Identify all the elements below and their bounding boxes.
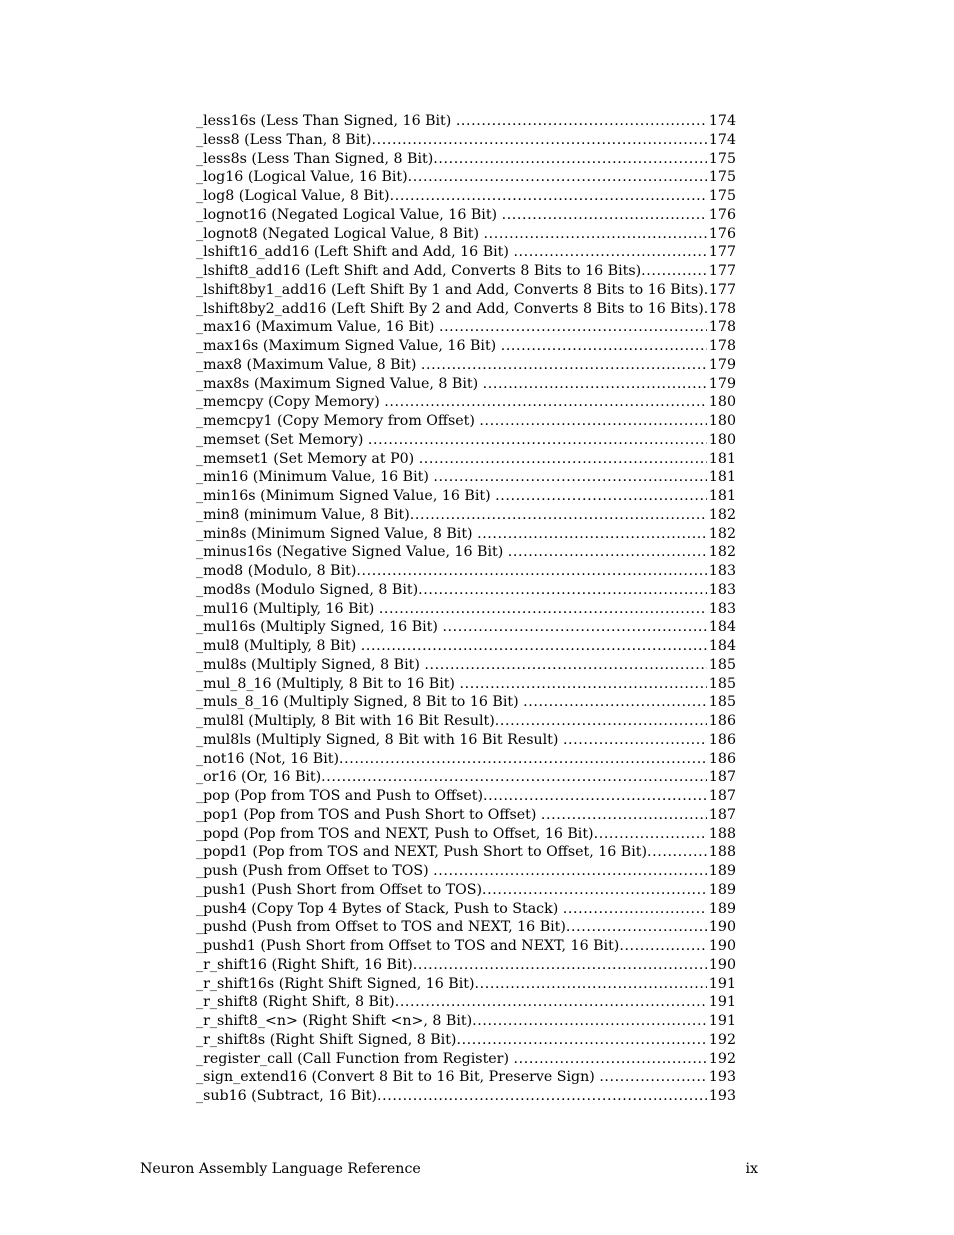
toc-entry-page-number: 181 (708, 488, 736, 504)
toc-entry-title: _pop1 (Pop from TOS and Push Short to Offset) (196, 806, 541, 823)
toc-entry[interactable] (196, 225, 736, 244)
toc-entry-page-number: 175 (708, 188, 736, 204)
toc-entry-page-number: 187 (708, 806, 736, 823)
toc-entry[interactable] (196, 975, 736, 994)
toc-entry-title: _lshift8by2_add16 (Left Shift By 2 and Add, Converts 8 Bits to 16 Bits) (196, 300, 704, 317)
toc-entry-title: _lognot16 (Negated Logical Value, 16 Bit) (196, 206, 502, 223)
toc-entry-title: _less8s (Less Than Signed, 8 Bit) (196, 150, 434, 167)
toc-entry-title: _memcpy (Copy Memory) (196, 394, 385, 411)
toc-entry[interactable] (196, 1050, 736, 1069)
toc-entry-title: _memcpy1 (Copy Memory from Offset) (196, 413, 480, 429)
toc-dot-leader (456, 112, 707, 131)
toc-entry-title: _mul8s (Multiply Signed, 8 Bit) (196, 656, 425, 673)
toc-entry-page-number: 179 (708, 356, 736, 373)
page-footer (140, 1160, 758, 1178)
toc-dot-leader (479, 412, 706, 431)
toc-entry[interactable] (196, 450, 736, 469)
toc-entry[interactable] (196, 768, 736, 787)
toc-entry[interactable] (196, 356, 736, 375)
toc-entry-title: _popd (Pop from TOS and NEXT, Push to Offset, 16 Bit) (196, 825, 594, 842)
toc-dot-leader (541, 806, 707, 825)
table-of-contents (196, 112, 736, 1106)
toc-entry[interactable] (196, 675, 736, 694)
toc-dot-leader (495, 487, 707, 506)
toc-entry-page-number: 190 (708, 938, 736, 954)
toc-entry-page-number: 176 (708, 225, 736, 242)
toc-entry[interactable] (196, 637, 736, 656)
toc-entry-title: _sub16 (Subtract, 16 Bit) (196, 1088, 378, 1104)
toc-entry[interactable] (196, 900, 736, 919)
toc-dot-leader (641, 262, 707, 281)
footer-document-title: Neuron Assembly Language Reference (140, 1161, 421, 1177)
toc-entry-title: _pushd (Push from Offset to TOS and NEXT, 16 Bit) (196, 919, 566, 936)
toc-dot-leader (599, 1068, 707, 1087)
toc-entry[interactable] (196, 806, 736, 825)
toc-entry-page-number: 187 (708, 788, 736, 804)
toc-entry-title: _min16s (Minimum Signed Value, 16 Bit) (196, 488, 496, 504)
footer-page-number: ix (745, 1161, 758, 1177)
toc-entry-title: _minus16s (Negative Signed Value, 16 Bit) (196, 544, 508, 561)
toc-entry[interactable] (196, 1087, 736, 1106)
toc-entry-title: _mod8 (Modulo, 8 Bit) (196, 563, 357, 579)
toc-entry-page-number: 188 (708, 825, 736, 842)
toc-entry-page-number: 183 (708, 563, 736, 579)
toc-dot-leader (619, 937, 707, 956)
toc-entry-page-number: 182 (708, 525, 736, 542)
toc-entry-page-number: 186 (708, 750, 736, 767)
toc-entry-title: _lshift8by1_add16 (Left Shift By 1 and Add, Converts 8 Bits to 16 Bits) (196, 281, 704, 298)
toc-entry-page-number: 185 (708, 656, 736, 673)
toc-dot-leader (408, 168, 707, 187)
toc-dot-leader (418, 581, 707, 600)
toc-entry-page-number: 180 (708, 431, 736, 448)
toc-dot-leader (321, 768, 707, 787)
toc-entry[interactable] (196, 881, 736, 900)
toc-entry[interactable] (196, 468, 736, 487)
toc-entry-title: _max8s (Maximum Signed Value, 8 Bit) (196, 375, 483, 392)
toc-entry-page-number: 184 (708, 619, 736, 636)
toc-entry-title: _r_shift8_<n> (Right Shift <n>, 8 Bit) (196, 1013, 473, 1029)
toc-entry-title: _push (Push from Offset to TOS) (196, 863, 434, 879)
toc-entry-title: _r_shift16s (Right Shift Signed, 16 Bit) (196, 975, 475, 992)
toc-dot-leader (566, 918, 707, 937)
toc-dot-leader (421, 356, 707, 375)
toc-entry-page-number: 174 (708, 131, 736, 148)
toc-entry[interactable] (196, 506, 736, 525)
toc-dot-leader (442, 618, 706, 637)
toc-entry[interactable] (196, 393, 736, 412)
toc-entry-title: _r_shift8s (Right Shift Signed, 8 Bit) (196, 1031, 457, 1048)
toc-dot-leader (356, 562, 707, 581)
toc-entry-page-number: 188 (708, 844, 736, 861)
toc-entry-page-number: 179 (708, 375, 736, 392)
toc-entry-title: _min8 (minimum Value, 8 Bit) (196, 506, 410, 523)
toc-dot-leader (377, 1087, 707, 1106)
toc-entry-page-number: 185 (708, 694, 736, 711)
toc-entry-page-number: 178 (708, 319, 736, 336)
toc-entry-page-number: 190 (708, 956, 736, 973)
toc-entry-title: _mul16s (Multiply Signed, 16 Bit) (196, 619, 443, 636)
toc-entry-title: _memset1 (Set Memory at P0) (196, 450, 419, 467)
toc-dot-leader (484, 225, 707, 244)
toc-entry[interactable] (196, 656, 736, 675)
toc-dot-leader (523, 693, 707, 712)
toc-entry-page-number: 191 (708, 1013, 736, 1029)
toc-entry[interactable] (196, 825, 736, 844)
toc-entry-page-number: 192 (708, 1050, 736, 1067)
toc-entry-page-number: 178 (708, 300, 736, 317)
toc-entry-title: _not16 (Not, 16 Bit) (196, 750, 340, 767)
toc-dot-leader (413, 956, 707, 975)
toc-entry-page-number: 177 (708, 244, 736, 261)
toc-entry-page-number: 181 (708, 469, 736, 486)
toc-dot-leader (433, 150, 707, 169)
toc-entry[interactable] (196, 543, 736, 562)
toc-dot-leader (513, 243, 706, 262)
toc-entry[interactable] (196, 243, 736, 262)
toc-entry[interactable] (196, 318, 736, 337)
toc-entry[interactable] (196, 581, 736, 600)
toc-dot-leader (563, 900, 707, 919)
toc-entry-page-number: 193 (708, 1069, 736, 1086)
toc-dot-leader (433, 468, 707, 487)
toc-entry[interactable] (196, 525, 736, 544)
toc-entry-page-number: 185 (708, 675, 736, 692)
toc-entry[interactable] (196, 150, 736, 169)
toc-entry-title: _mul8 (Multiply, 8 Bit) (196, 638, 361, 654)
toc-entry-page-number: 177 (708, 281, 736, 298)
toc-entry[interactable] (196, 843, 736, 862)
toc-entry[interactable] (196, 937, 736, 956)
toc-entry-page-number: 189 (708, 881, 736, 898)
toc-entry-page-number: 181 (708, 450, 736, 467)
toc-entry-title: _min16 (Minimum Value, 16 Bit) (196, 469, 434, 486)
toc-dot-leader (477, 525, 707, 544)
toc-entry-title: _sign_extend16 (Convert 8 Bit to 16 Bit, Preserve Sign) (196, 1069, 600, 1086)
toc-dot-leader (483, 375, 707, 394)
toc-entry[interactable] (196, 862, 736, 881)
toc-entry-title: _lognot8 (Negated Logical Value, 8 Bit) (196, 225, 484, 242)
toc-entry[interactable] (196, 300, 736, 319)
toc-entry-page-number: 186 (708, 713, 736, 729)
toc-entry-page-number: 176 (708, 206, 736, 223)
toc-entry-page-number: 175 (708, 169, 736, 186)
toc-entry[interactable] (196, 262, 736, 281)
toc-entry-page-number: 184 (708, 638, 736, 654)
toc-dot-leader (361, 637, 707, 656)
toc-entry-title: _mul16 (Multiply, 16 Bit) (196, 600, 379, 617)
toc-dot-leader (368, 431, 707, 450)
toc-entry[interactable] (196, 750, 736, 769)
toc-entry[interactable] (196, 731, 736, 750)
toc-entry-page-number: 180 (708, 413, 736, 429)
toc-entry-page-number: 183 (708, 581, 736, 598)
toc-entry-page-number: 175 (708, 150, 736, 167)
toc-entry[interactable] (196, 412, 736, 431)
toc-entry-title: _r_shift16 (Right Shift, 16 Bit) (196, 956, 413, 973)
toc-dot-leader (390, 187, 707, 206)
toc-entry[interactable] (196, 956, 736, 975)
toc-dot-leader (459, 675, 706, 694)
toc-dot-leader (419, 450, 707, 469)
toc-entry-title: _less16s (Less Than Signed, 16 Bit) (196, 113, 456, 129)
toc-entry[interactable] (196, 131, 736, 150)
toc-entry[interactable] (196, 562, 736, 581)
toc-entry[interactable] (196, 600, 736, 619)
toc-dot-leader (647, 843, 707, 862)
toc-dot-leader (424, 656, 707, 675)
toc-entry-title: _push1 (Push Short from Offset to TOS) (196, 881, 483, 898)
toc-entry-title: _push4 (Copy Top 4 Bytes of Stack, Push to Stack) (196, 900, 563, 917)
toc-entry-title: _log8 (Logical Value, 8 Bit) (196, 188, 390, 204)
toc-entry-title: _mul_8_16 (Multiply, 8 Bit to 16 Bit) (196, 675, 460, 692)
toc-entry-page-number: 174 (708, 113, 736, 129)
toc-entry-title: _popd1 (Pop from TOS and NEXT, Push Short to Offset, 16 Bit) (196, 844, 647, 861)
toc-entry-title: _memset (Set Memory) (196, 431, 368, 448)
toc-entry[interactable] (196, 993, 736, 1012)
toc-entry-title: _muls_8_16 (Multiply Signed, 8 Bit to 16 Bit) (196, 694, 524, 711)
toc-entry-page-number: 182 (708, 544, 736, 561)
toc-entry[interactable] (196, 918, 736, 937)
toc-entry[interactable] (196, 337, 736, 356)
toc-dot-leader (514, 1050, 707, 1069)
toc-dot-leader (439, 318, 707, 337)
toc-dot-leader (495, 712, 707, 731)
toc-dot-leader (502, 206, 707, 225)
toc-dot-leader (410, 506, 707, 525)
toc-entry-page-number: 192 (708, 1031, 736, 1048)
toc-entry-title: _max8 (Maximum Value, 8 Bit) (196, 356, 421, 373)
toc-dot-leader (384, 393, 707, 412)
toc-entry[interactable] (196, 187, 736, 206)
toc-entry-page-number: 182 (708, 506, 736, 523)
toc-dot-leader (372, 131, 707, 150)
toc-entry-title: _register_call (Call Function from Register) (196, 1050, 514, 1067)
toc-dot-leader (475, 975, 707, 994)
toc-dot-leader (456, 1031, 706, 1050)
toc-dot-leader (594, 825, 707, 844)
toc-entry[interactable] (196, 281, 736, 300)
toc-entry[interactable] (196, 431, 736, 450)
toc-entry-title: _mul8ls (Multiply Signed, 8 Bit with 16 Bit Result) (196, 731, 563, 748)
toc-entry[interactable] (196, 487, 736, 506)
toc-entry-page-number: 183 (708, 600, 736, 617)
toc-entry-title: _mod8s (Modulo Signed, 8 Bit) (196, 581, 419, 598)
toc-entry-page-number: 190 (708, 919, 736, 936)
toc-entry[interactable] (196, 1031, 736, 1050)
toc-entry-title: _mul8l (Multiply, 8 Bit with 16 Bit Result) (196, 713, 495, 729)
toc-entry[interactable] (196, 618, 736, 637)
toc-dot-leader (704, 281, 707, 300)
toc-entry[interactable] (196, 112, 736, 131)
toc-entry-page-number: 193 (708, 1088, 736, 1104)
toc-entry-title: _pushd1 (Push Short from Offset to TOS and NEXT, 16 Bit) (196, 938, 620, 954)
toc-entry-page-number: 178 (708, 338, 736, 354)
toc-dot-leader (483, 787, 707, 806)
toc-entry-title: _min8s (Minimum Signed Value, 8 Bit) (196, 525, 478, 542)
toc-entry-page-number: 189 (708, 900, 736, 917)
toc-entry-title: _max16 (Maximum Value, 16 Bit) (196, 319, 439, 336)
toc-entry[interactable] (196, 693, 736, 712)
toc-entry-title: _pop (Pop from TOS and Push to Offset) (196, 788, 483, 804)
toc-entry-page-number: 191 (708, 975, 736, 992)
toc-dot-leader (339, 750, 707, 769)
toc-entry-page-number: 180 (708, 394, 736, 411)
toc-entry[interactable] (196, 1068, 736, 1087)
toc-dot-leader (433, 862, 707, 881)
toc-entry-title: _or16 (Or, 16 Bit) (196, 769, 322, 786)
toc-entry-title: _max16s (Maximum Signed Value, 16 Bit) (196, 338, 501, 354)
toc-entry-title: _log16 (Logical Value, 16 Bit) (196, 169, 408, 186)
toc-dot-leader (508, 543, 707, 562)
toc-entry-page-number: 187 (708, 769, 736, 786)
toc-entry[interactable] (196, 712, 736, 731)
toc-entry[interactable] (196, 1012, 736, 1031)
toc-dot-leader (395, 993, 707, 1012)
toc-dot-leader (501, 337, 707, 356)
toc-entry-page-number: 186 (708, 731, 736, 748)
toc-entry[interactable] (196, 375, 736, 394)
toc-dot-leader (482, 881, 707, 900)
toc-entry-page-number: 191 (708, 994, 736, 1011)
toc-dot-leader (704, 300, 707, 319)
toc-dot-leader (563, 731, 707, 750)
toc-entry-title: _r_shift8 (Right Shift, 8 Bit) (196, 994, 395, 1011)
toc-entry-page-number: 189 (708, 863, 736, 879)
toc-entry[interactable] (196, 206, 736, 225)
toc-dot-leader (379, 600, 707, 619)
toc-entry[interactable] (196, 168, 736, 187)
toc-entry-title: _lshift8_add16 (Left Shift and Add, Converts 8 Bits to 16 Bits) (196, 263, 642, 279)
toc-entry[interactable] (196, 787, 736, 806)
toc-entry-title: _lshift16_add16 (Left Shift and Add, 16 Bit) (196, 244, 514, 261)
toc-entry-title: _less8 (Less Than, 8 Bit) (196, 131, 372, 148)
toc-dot-leader (472, 1012, 707, 1031)
toc-entry-page-number: 177 (708, 263, 736, 279)
